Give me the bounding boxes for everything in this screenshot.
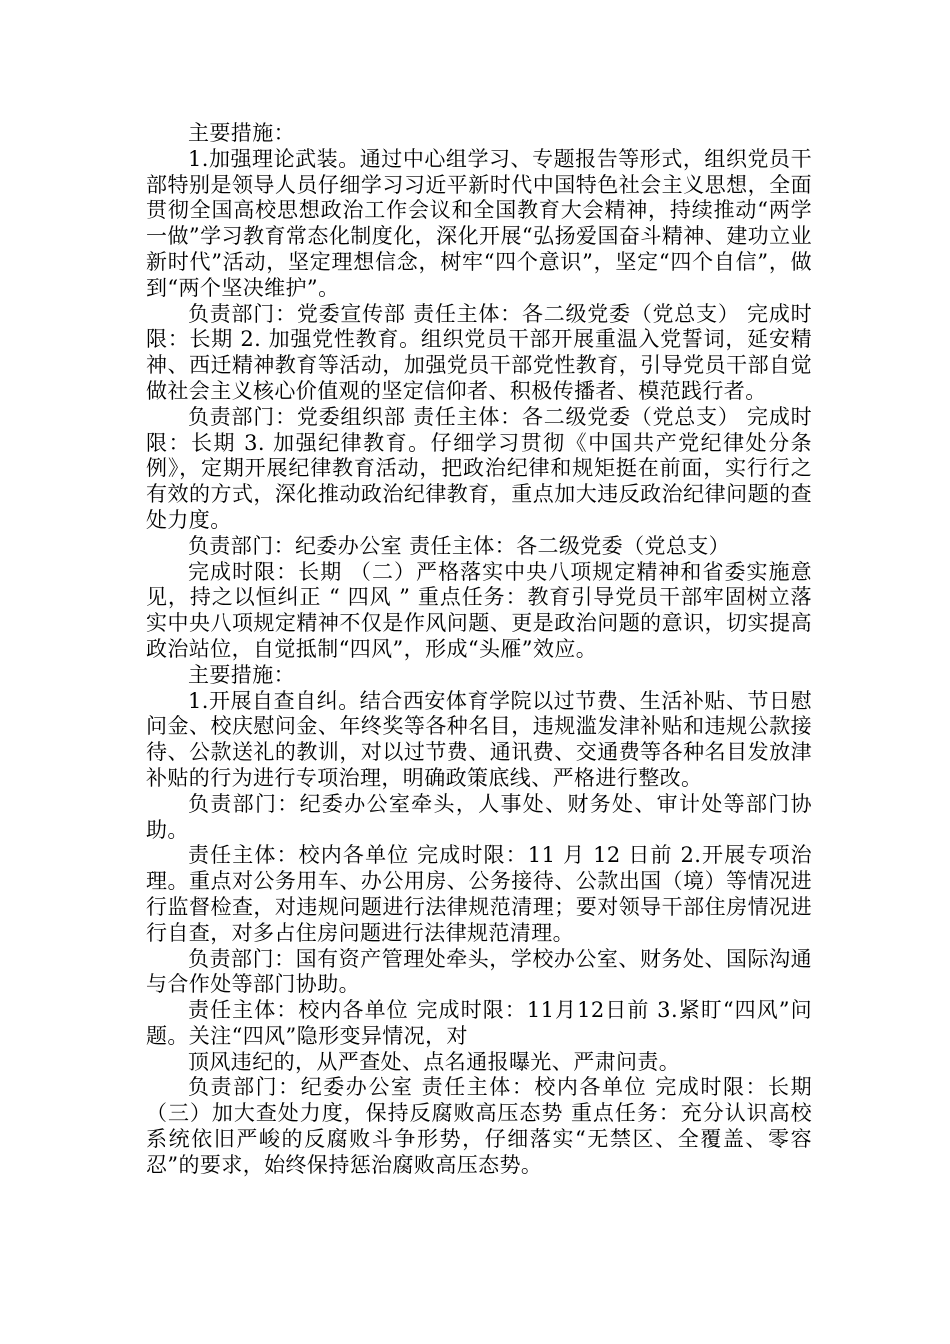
paragraph-discipline-education: 负责部门：党委组织部 责任主体：各二级党委（党总支） 完成时限：长期 3. 加强纪律教育。仔细学习贯彻《中国共产党纪律处分条例》，定期开展纪律教育活动，把政治纪律和规矩挺在前面，实行行之有效的方式，深化推动政治纪律教育，重点加大违反政治纪律问题的查处力度。 [146, 404, 812, 532]
paragraph-responsibility-assets: 负责部门：国有资产管理处牵头，学校办公室、财务处、国际沟通与合作处等部门协助。 [146, 946, 812, 997]
paragraph-eight-rules: 完成时限：长期 （二）严格落实中央八项规定精神和省委实施意见，持之以恒纠正 “ 四风 ” 重点任务：教育引导党员干部牢固树立落实中央八项规定精神不仅是作风问题、更是政治问题的意识，切实提高政治站位，自觉抵制“四风”，形成“头雁”效应。 [146, 559, 812, 661]
paragraph-theory-armament: 1.加强理论武装。通过中心组学习、专题报告等形式，组织党员干部特别是领导人员仔细学习习近平新时代中国特色社会主义思想，全面贯彻全国高校思想政治工作会议和全国教育大会精神，持续推动“两学一做”学习教育常态化制度化，深化开展“弘扬爱国奋斗精神、建功立业新时代”活动，坚定理想信念，树牢“四个意识”，坚定“四个自信”，做到“两个坚决维护”。 [146, 146, 812, 300]
paragraph-special-governance: 责任主体：校内各单位 完成时限：11 月 12 日前 2.开展专项治理。重点对公务用车、办公用房、公务接待、公款出国（境）等情况进行监督检查，对违规问题进行法律规范清理；要对领导干部住房情况进行自查，对多占住房问题进行法律规范清理。 [146, 843, 812, 945]
paragraph-strict-investigation: 顶风违纪的，从严查处、点名通报曝光、严肃问责。 [188, 1049, 681, 1074]
document-body [146, 121, 812, 1179]
paragraph-four-winds: 责任主体：校内各单位 完成时限：11月12日前 3.紧盯“四风”问题。关注“四风”隐形变异情况，对 [146, 998, 812, 1048]
paragraph-party-education: 负责部门：党委宣传部 责任主体：各二级党委（党总支） 完成时限：长期 2. 加强党性教育。组织党员干部开展重温入党誓词，延安精神、西迁精神教育等活动，加强党员干部党性教育，引导党员干部自觉做社会主义核心价值观的坚定信仰者、积极传播者、模范践行者。 [146, 301, 812, 403]
paragraph-responsibility-discipline: 负责部门：纪委办公室 责任主体：各二级党委（党总支） [188, 533, 731, 558]
paragraph-main-measures-heading-2: 主要措施： [188, 662, 295, 687]
paragraph-self-inspection: 1.开展自查自纠。结合西安体育学院以过节费、生活补贴、节日慰问金、校庆慰问金、年终奖等各种名目，违规滥发津补贴和违规公款接待、公款送礼的教训，对以过节费、通讯费、交通费等各种名目发放津补贴的行为进行专项治理，明确政策底线、严格进行整改。 [146, 688, 812, 790]
paragraph-responsibility-self-inspection: 负责部门：纪委办公室牵头，人事处、财务处、审计处等部门协助。 [146, 791, 812, 842]
paragraph-anti-corruption: 负责部门：纪委办公室 责任主体：校内各单位 完成时限：长期 （三）加大查处力度，保持反腐败高压态势 重点任务：充分认识高校系统依旧严峻的反腐败斗争形势，仔细落实“无禁区、全覆盖、零容忍”的要求，始终保持惩治腐败高压态势。 [146, 1075, 812, 1177]
paragraph-main-measures-heading: 主要措施： [188, 121, 295, 145]
